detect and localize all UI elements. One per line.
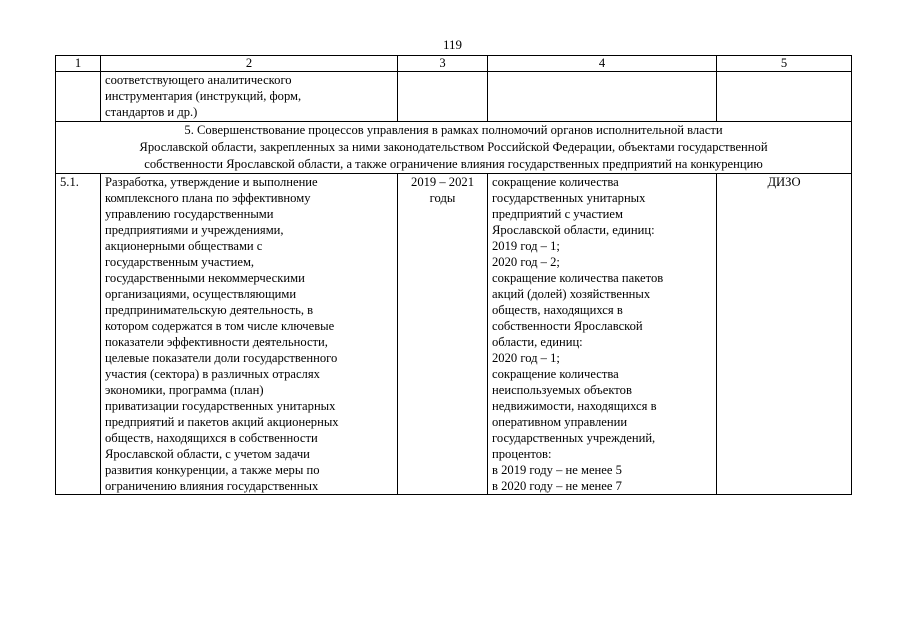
section-title-line: собственности Ярославской области, а также ограничение влияния государственных предприятий на конкуренцию (144, 157, 763, 171)
description-line: инструментария (инструкций, форм, (105, 89, 302, 103)
description-line: стандартов и др.) (105, 105, 198, 119)
page-number: 119 (442, 37, 463, 52)
description-line: участия (сектора) в различных отраслях (105, 367, 320, 381)
continued-row-indicator (488, 72, 717, 122)
section-title (56, 122, 852, 174)
section-header-row (56, 122, 852, 174)
description-line: управлению государственными (105, 207, 274, 221)
period-line: 2019 – 2021 (411, 175, 474, 189)
indicator-line: в 2020 году – не менее 7 (492, 479, 622, 493)
description-line: Ярославской области, с учетом задачи (105, 447, 310, 461)
section-title-line: 5. Совершенствование процессов управления в рамках полномочий органов исполнительной власти (184, 123, 723, 137)
indicator-line: области, единиц: (492, 335, 583, 349)
indicator-line: недвижимости, находящихся в (492, 399, 657, 413)
indicator-line: государственных унитарных (492, 191, 646, 205)
indicator-line: сокращение количества пакетов (492, 271, 664, 285)
column-header-5: 5 (717, 56, 852, 72)
description-line: обществ, находящихся в собственности (105, 431, 318, 445)
continued-row-description (101, 72, 398, 122)
description-line: котором содержатся в том числе ключевые (105, 319, 335, 333)
description-line: государственными некоммерческими (105, 271, 305, 285)
indicator-line: 2020 год – 1; (492, 351, 560, 365)
column-header-1: 1 (56, 56, 101, 72)
measure-description (101, 174, 398, 495)
column-header-4: 4 (488, 56, 717, 72)
description-line: показатели эффективности деятельности, (105, 335, 328, 349)
continued-row-period (398, 72, 488, 122)
description-line: организациями, осуществляющими (105, 287, 297, 301)
measures-table (55, 55, 852, 495)
indicator-line: в 2019 году – не менее 5 (492, 463, 622, 477)
table-row (56, 174, 852, 495)
description-line: предприятиями и учреждениями, (105, 223, 284, 237)
description-line: экономики, программа (план) (105, 383, 264, 397)
indicator-line: Ярославской области, единиц: (492, 223, 655, 237)
indicator-line: государственных учреждений, (492, 431, 656, 445)
indicator-line: 2019 год – 1; (492, 239, 560, 253)
description-line: предприятий и пакетов акций акционерных (105, 415, 339, 429)
indicator-line: неиспользуемых объектов (492, 383, 632, 397)
indicator-line: сокращение количества (492, 367, 619, 381)
column-header-3: 3 (398, 56, 488, 72)
column-header-2: 2 (101, 56, 398, 72)
description-line: государственным участием, (105, 255, 255, 269)
indicator-line: предприятий с участием (492, 207, 623, 221)
responsible: ДИЗО (717, 174, 852, 495)
description-line: приватизации государственных унитарных (105, 399, 336, 413)
indicator-line: процентов: (492, 447, 552, 461)
description-line: целевые показатели доли государственного (105, 351, 338, 365)
continued-row-num (56, 72, 101, 122)
description-line: соответствующего аналитического (105, 73, 292, 87)
period (398, 174, 488, 495)
description-line: ограничению влияния государственных (105, 479, 319, 493)
row-number: 5.1. (56, 174, 101, 495)
indicator-line: обществ, находящихся в (492, 303, 623, 317)
description-line: развития конкуренции, а также меры по (105, 463, 320, 477)
continued-row-responsible (717, 72, 852, 122)
description-line: акционерными обществами с (105, 239, 263, 253)
column-number-row (56, 56, 852, 72)
continued-row (56, 72, 852, 122)
period-line: годы (429, 191, 456, 205)
indicator-line: собственности Ярославской (492, 319, 643, 333)
indicator-line: сокращение количества (492, 175, 619, 189)
description-line: предпринимательскую деятельность, в (105, 303, 314, 317)
section-title-line: Ярославской области, закрепленных за ними законодательством Российской Федерации, объектами государственной (139, 140, 768, 154)
indicator-line: оперативном управлении (492, 415, 628, 429)
indicator-line: акций (долей) хозяйственных (492, 287, 651, 301)
indicator-line: 2020 год – 2; (492, 255, 560, 269)
indicator (488, 174, 717, 495)
description-line: комплексного плана по эффективному (105, 191, 311, 205)
description-line: Разработка, утверждение и выполнение (105, 175, 318, 189)
